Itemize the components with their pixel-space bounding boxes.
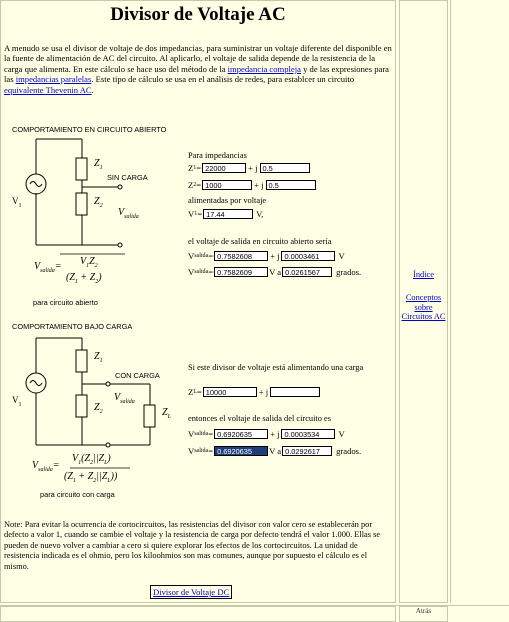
- z1-row: Z 1 = 22000 + j 0.5: [188, 163, 311, 173]
- load-vs-mag-output[interactable]: 0.6920635: [214, 446, 268, 456]
- z1-imag-input[interactable]: 0.5: [260, 163, 310, 173]
- link-impedancias-paralelas[interactable]: impedancias paralelas: [15, 74, 92, 85]
- dc-divider-button[interactable]: [150, 585, 232, 599]
- link-thevenin-ac[interactable]: equivalente Thevenin AC: [4, 84, 92, 95]
- voltage-label: alimentadas por voltaje: [188, 196, 267, 205]
- label-z1: $Z_1$: [94, 158, 103, 171]
- bottom-main-cell: [0, 606, 396, 622]
- open-output-label: el voltaje de salida en circuito abierto sería: [188, 237, 332, 246]
- intro-text-2: y de las expresiones para las: [4, 63, 389, 85]
- formula-load-lhs: $V_{salida}=$: [32, 460, 60, 473]
- load-label-v1: $V_1$: [12, 395, 22, 408]
- open-vs-angle-output[interactable]: 0.0261567: [282, 267, 332, 277]
- formula-open-lhs: $V_{salida}=$: [34, 261, 62, 274]
- side-link-indice-wrap: [399, 270, 448, 280]
- bottom-row: [0, 605, 509, 622]
- load-vs-imag-output[interactable]: 0.0003534: [281, 429, 335, 439]
- load-label-vsalida: $V_{salida}$: [114, 392, 135, 405]
- label-vsalida: $V_{salida}$: [118, 207, 139, 220]
- label-sin-carga: SIN CARGA: [107, 173, 148, 182]
- formula-open-numerator: $V_1Z_2$: [80, 256, 98, 269]
- open-vs-real-output[interactable]: 0.7582608: [214, 251, 268, 261]
- load-label: Si este divisor de voltaje está alimentando una carga: [188, 363, 364, 372]
- zl-row: Z L = 10000 + j: [188, 387, 321, 397]
- load-label-z2: $Z_2$: [94, 402, 103, 415]
- zl-imag-input[interactable]: [270, 387, 320, 397]
- load-vs-polar-row: V salida = 0.6920635 V a 0.0292617 grados.: [188, 446, 362, 456]
- label-z2: $Z_2$: [94, 196, 103, 209]
- dc-divider-link[interactable]: Divisor de Voltaje DC: [153, 587, 230, 597]
- load-section-title: COMPORTAMIENTO BAJO CARGA: [12, 322, 133, 331]
- z2-row: Z 2 = 1000 + j 0.5: [188, 180, 317, 190]
- intro-text-4: .: [91, 84, 94, 95]
- side-link-indice[interactable]: Índice: [413, 270, 434, 279]
- load-label-z1: $Z_1$: [94, 351, 103, 364]
- intro-text-1: A menudo se usa el divisor de voltaje de dos impedancias, para suministrar un voltaje diferente del disponible en la fuente de alimentación de AC del circuito. Al aplicarlo, el voltaje de salida depende de la resistencia de la carga que alimenta. En este cálculo se hace uso del método de la: [4, 43, 392, 74]
- note-paragraph: Note: Para evitar la ocurrencia de cortocircuitos, las resistencias del divisor con valor cero se establecerán por defecto a valor 1, cuando se cambie el voltaje y la resistencia de carga por defecto tendrá el valor 1.000. Ellas se pueden de nuevo volver a cambiar a cero si quiere explorar los efectos de los cortocircuitos. La unidad de resistencia indicada es el ohmio, pero los kiloohmios son mas comunes, aunque por supuesto el cálculo es el mismo.: [4, 520, 381, 571]
- caption-open-circuit: para circuito abierto: [33, 298, 98, 307]
- load-output-label: entonces el voltaje de salida del circuito es: [188, 414, 332, 423]
- label-con-carga: CON CARGA: [115, 371, 160, 380]
- open-vs-imag-output[interactable]: 0.0003461: [281, 251, 335, 261]
- side-link-conceptos-wrap: [399, 293, 448, 322]
- label-v1: $V_1$: [12, 196, 22, 209]
- side-link-atras[interactable]: Atrás: [399, 606, 448, 622]
- load-vs-rect-row: V salida = 0.6920635 + j 0.0003534 V: [188, 429, 345, 439]
- z1-real-input[interactable]: 22000: [202, 163, 246, 173]
- zl-real-input[interactable]: 10000: [203, 387, 257, 397]
- impedance-label: Para impedancias: [188, 151, 247, 160]
- z2-real-input[interactable]: 1000: [202, 180, 252, 190]
- side-link-conceptos[interactable]: Conceptos sobre Circuitos AC: [401, 293, 446, 321]
- open-vs-polar-row: V salida = 0.7582609 V a 0.0261567 grados.: [188, 267, 362, 277]
- intro-text-3: . Este tipo de cálculo se usa en el análisis de redes, para establcer un circuito: [91, 74, 355, 85]
- link-impedancia-compleja[interactable]: impedancia compleja: [227, 63, 301, 74]
- open-vs-mag-output[interactable]: 0.7582609: [214, 267, 268, 277]
- open-circuit-title: COMPORTAMIENTO EN CIRCUITO ABIERTO: [12, 125, 167, 134]
- formula-load-denominator: $(Z_1 + Z_2||Z_L)$): [64, 471, 118, 484]
- z2-imag-input[interactable]: 0.5: [266, 180, 316, 190]
- load-vs-angle-output[interactable]: 0.0292617: [282, 446, 332, 456]
- v1-row: V 1 = 17.44 V,: [188, 209, 264, 219]
- label-zl: $Z_L$: [162, 407, 171, 420]
- v1-input[interactable]: 17.44: [203, 209, 253, 219]
- formula-load-numerator: $V_1(Z_2||Z_L)$: [72, 453, 111, 466]
- caption-load-circuit: para circuito con carga: [40, 490, 115, 499]
- formula-open-denominator: $(Z_1 + Z_2)$: [66, 272, 102, 285]
- open-vs-rect-row: V salida = 0.7582608 + j 0.0003461 V: [188, 251, 345, 261]
- load-vs-real-output[interactable]: 0.6920635: [214, 429, 268, 439]
- page-title: Divisor de Voltaje AC: [110, 4, 286, 25]
